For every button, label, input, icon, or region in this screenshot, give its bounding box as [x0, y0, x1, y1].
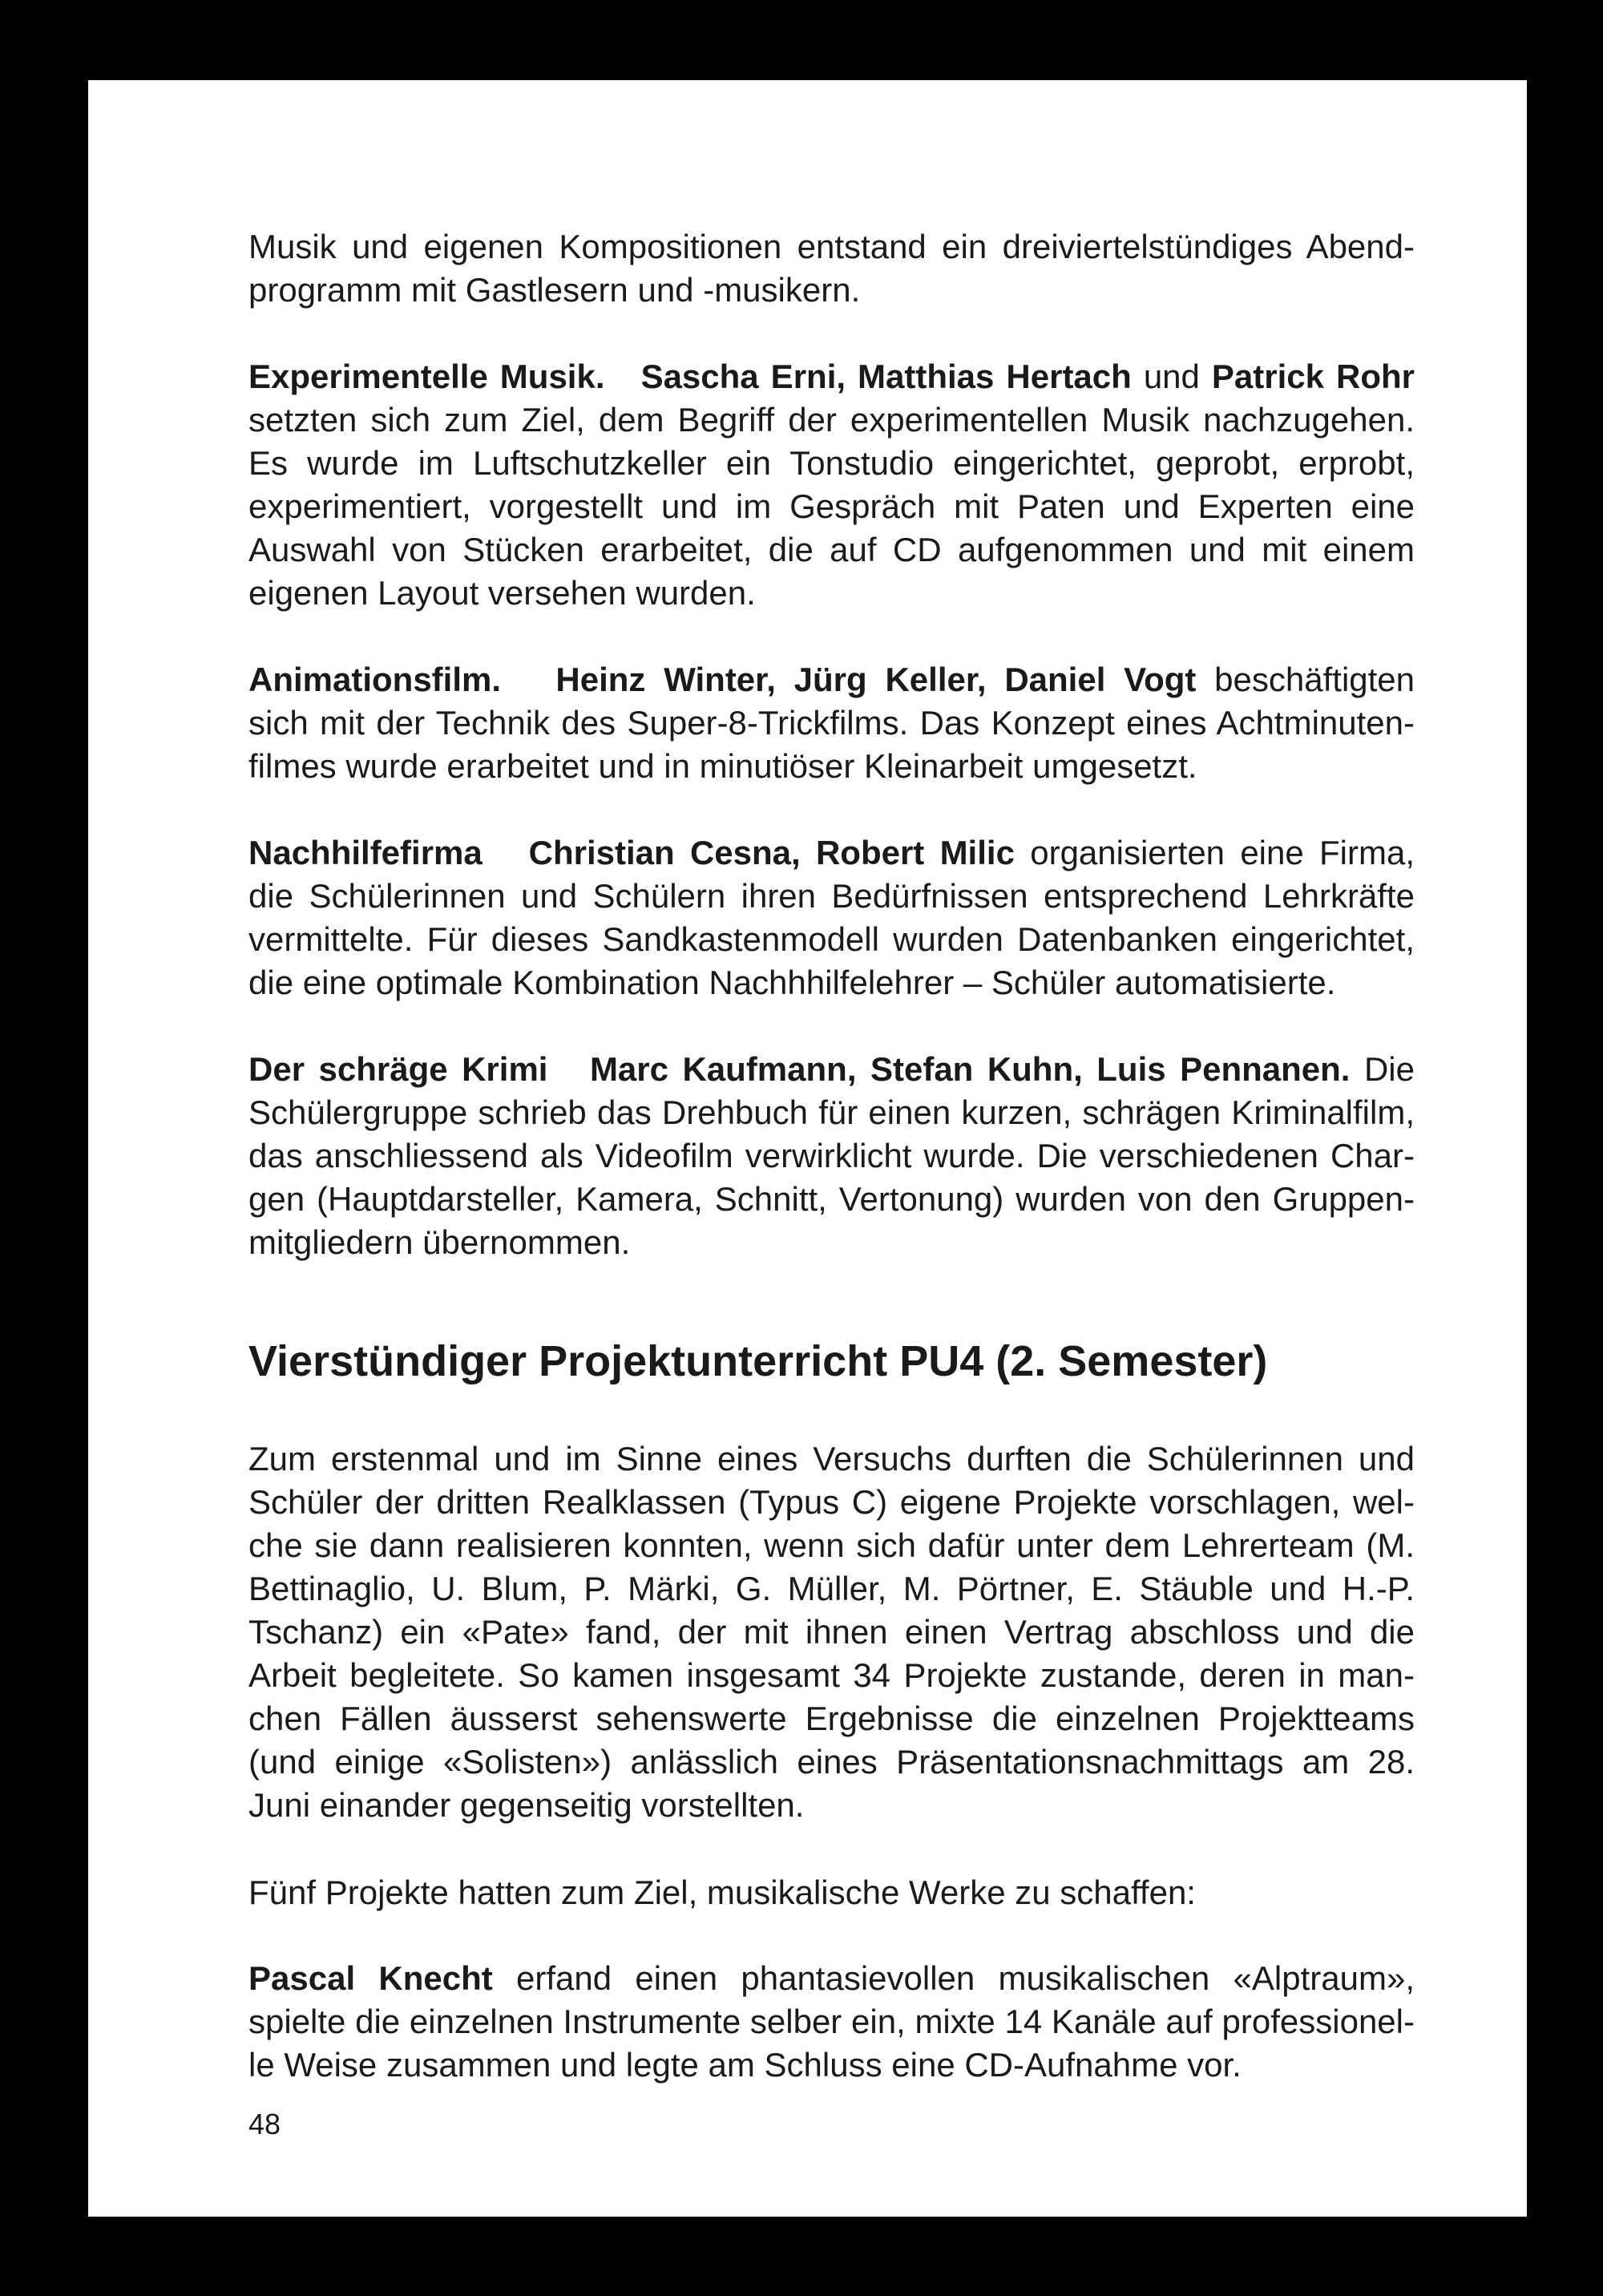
paragraph-pu4-intro	[248, 1437, 1415, 1827]
section-title: Nachhilfefirma	[248, 834, 483, 871]
text-line	[248, 658, 1415, 701]
text-fragment: Die	[1350, 1050, 1415, 1088]
text-line: gen (Hauptdarsteller, Kamera, Schnitt, Vertonung) wurden von den Gruppen-	[248, 1180, 1415, 1218]
section-title: Der schräge Krimi	[248, 1050, 548, 1088]
text-line: sich mit der Technik des Super-8-Trickfilms. Das Konzept eines Achtminuten-	[248, 704, 1415, 742]
connector-text: und	[1131, 358, 1212, 395]
page-number: 48	[248, 2108, 281, 2140]
participant-names: Christian Cesna, Robert Milic	[528, 834, 1015, 871]
text-line: Auswahl von Stücken erarbeitet, die auf CD aufgenommen und mit einem	[248, 531, 1415, 568]
section-heading: Vierstündiger Projektunterricht PU4 (2. Semester)	[248, 1337, 1268, 1385]
paragraph-intro-continuation	[248, 225, 1415, 312]
text-fragment: erfand einen phantasievollen musikalischen «Alptraum»,	[492, 1959, 1415, 1997]
text-line: experimentiert, vorgestellt und im Gespräch mit Paten und Experten eine	[248, 487, 1415, 525]
section-title: Animationsfilm.	[248, 661, 502, 698]
text-line: programm mit Gastlesern und -musikern.	[248, 271, 861, 309]
text-line: che sie dann realisieren konnten, wenn sich dafür unter dem Lehrerteam (M.	[248, 1526, 1415, 1564]
text-line: Bettinaglio, U. Blum, P. Märki, G. Müller, M. Pörtner, E. Stäuble und H.-P.	[248, 1570, 1415, 1607]
text-line	[248, 831, 1415, 875]
paragraph-nachhilfefirma	[248, 831, 1415, 1004]
text-line: le Weise zusammen und legte am Schluss eine CD-Aufnahme vor.	[248, 2046, 1242, 2084]
participant-names: Patrick Rohr	[1211, 358, 1415, 395]
text-line: Schülergruppe schrieb das Drehbuch für einen kurzen, schrägen Kriminalfilm,	[248, 1093, 1415, 1131]
participant-names: Heinz Winter, Jürg Keller, Daniel Vogt	[555, 661, 1197, 698]
text-line: (und einige «Solisten») anlässlich eines Präsentationsnachmittags am 28.	[248, 1743, 1415, 1781]
paragraph-animationsfilm	[248, 658, 1415, 788]
paragraph-fuenf-projekte	[248, 1871, 1415, 1914]
text-line: spielte die einzelnen Instrumente selber ein, mixte 14 Kanäle auf professionel-	[248, 2003, 1415, 2040]
section-title: Experimentelle Musik.	[248, 358, 605, 395]
text-line: filmes wurde erarbeitet und in minutiöser Kleinarbeit umgesetzt.	[248, 747, 1197, 785]
text-line: Arbeit begleitete. So kamen insgesamt 34 Projekte zustande, deren in man-	[248, 1656, 1415, 1694]
text-line: Musik und eigenen Kompositionen entstand ein dreiviertelstündiges Abend-	[248, 228, 1415, 265]
paragraph-experimentelle-musik	[248, 355, 1415, 615]
participant-names: Pascal Knecht	[248, 1959, 493, 1997]
text-line: die eine optimale Kombination Nachhhilfelehrer – Schüler automatisierte.	[248, 964, 1336, 1001]
text-line: Zum erstenmal und im Sinne eines Versuchs durften die Schülerinnen und	[248, 1440, 1415, 1477]
text-line: setzten sich zum Ziel, dem Begriff der experimentellen Musik nachzugehen.	[248, 401, 1415, 439]
text-line: Schüler der dritten Realklassen (Typus C) eigene Projekte vorschlagen, wel-	[248, 1483, 1415, 1521]
text-line: Tschanz) ein «Pate» fand, der mit ihnen einen Vertrag abschloss und die	[248, 1613, 1415, 1651]
text-line: chen Fällen äusserst sehenswerte Ergebnisse die einzelnen Projektteams	[248, 1700, 1415, 1737]
paragraph-der-schraege-krimi	[248, 1048, 1415, 1264]
text-line	[248, 1048, 1415, 1091]
paragraph-pascal-knecht	[248, 1957, 1415, 2087]
text-line: vermittelte. Für dieses Sandkastenmodell wurden Datenbanken eingerichtet,	[248, 920, 1415, 958]
text-line: Fünf Projekte hatten zum Ziel, musikalische Werke zu schaffen:	[248, 1874, 1196, 1911]
text-line: die Schülerinnen und Schülern ihren Bedürfnissen entsprechend Lehrkräfte	[248, 877, 1415, 915]
participant-names: Sascha Erni, Matthias Hertach	[640, 358, 1132, 395]
text-line: Juni einander gegenseitig vorstellten.	[248, 1786, 805, 1824]
text-line: Es wurde im Luftschutzkeller ein Tonstudio eingerichtet, geprobt, erprobt,	[248, 444, 1415, 482]
text-line	[248, 355, 1415, 398]
text-line	[248, 1957, 1415, 2000]
text-fragment: beschäftigten	[1196, 661, 1415, 698]
text-line: mitgliedern übernommen.	[248, 1223, 631, 1261]
text-line: eigenen Layout versehen wurden.	[248, 574, 756, 612]
text-fragment: organisierten eine Firma,	[1014, 834, 1415, 871]
participant-names: Marc Kaufmann, Stefan Kuhn, Luis Pennanen.	[589, 1050, 1351, 1088]
text-line: das anschliessend als Videofilm verwirklicht wurde. Die verschiedenen Char-	[248, 1137, 1415, 1174]
